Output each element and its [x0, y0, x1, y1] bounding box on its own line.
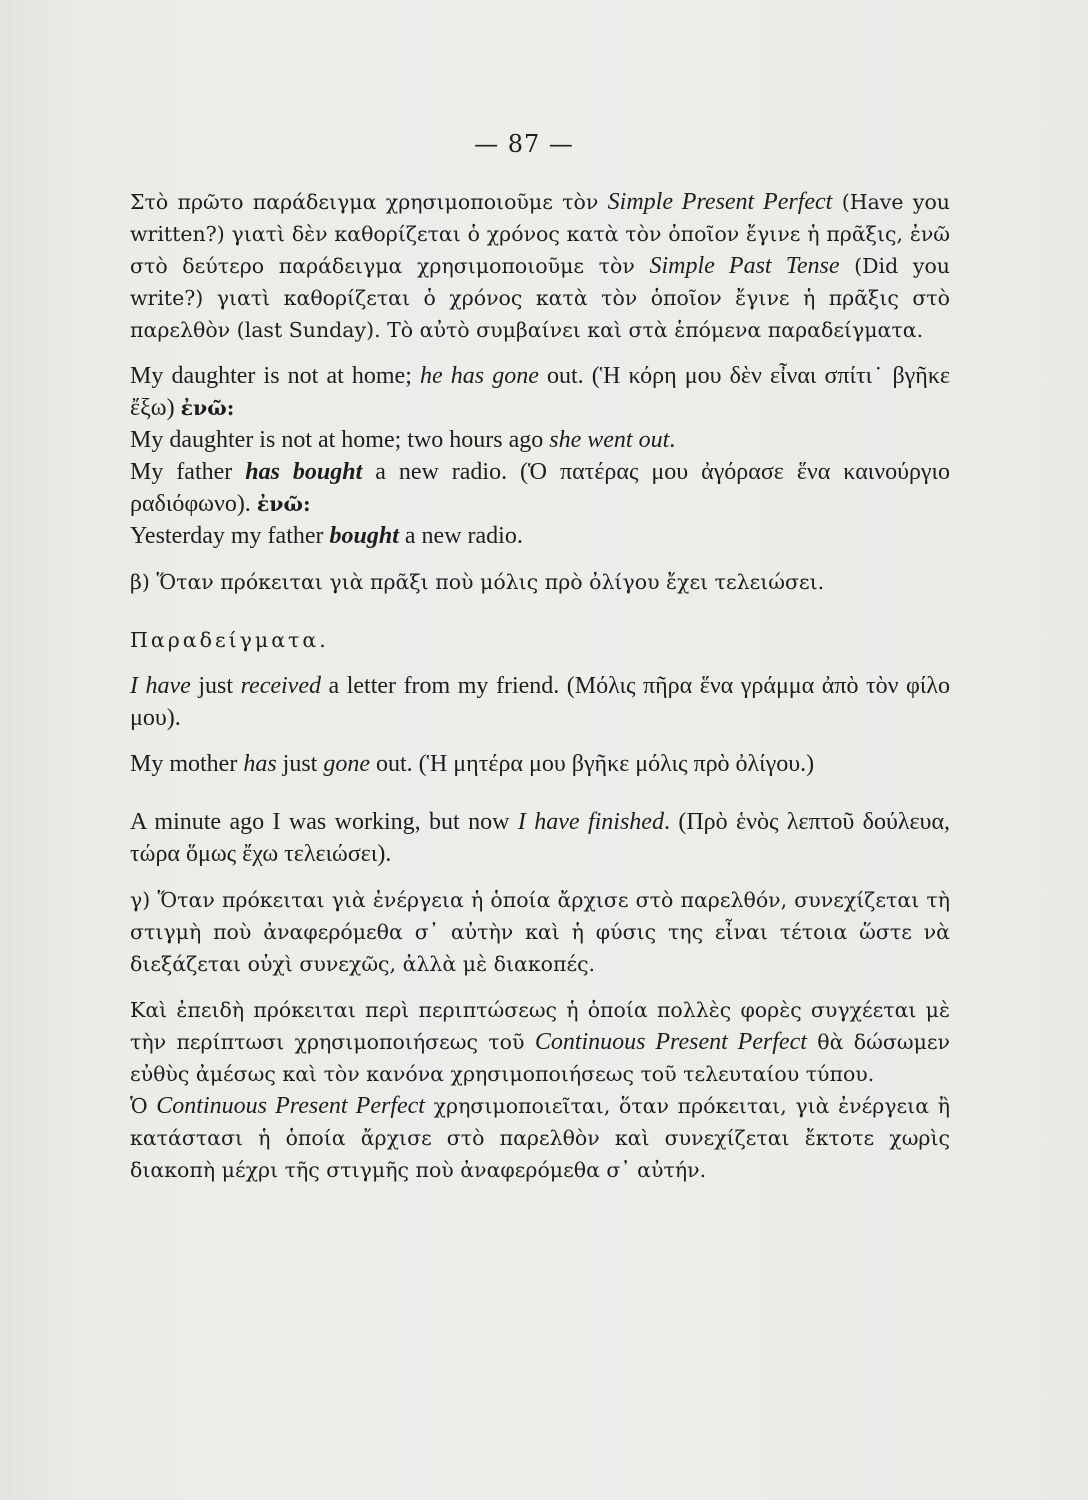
- text-run: Ὁ: [130, 1094, 157, 1118]
- example-mother-gone-out: [130, 748, 950, 780]
- rule-b-just-finished-action: β) Ὅταν πρόκειται γιὰ πρᾶξι ποὺ μόλις πρὸ ὀλίγου ἔχει τελειώσει.: [130, 570, 825, 594]
- text-run: out. (Ἡ μητέρα μου βγῆκε μόλις πρὸ ὀλίγου.): [370, 751, 815, 777]
- emphasis: he has gone: [420, 363, 539, 389]
- example-father-bought: [130, 520, 950, 552]
- example-daughter-has-gone: [130, 360, 950, 424]
- text-run: My mother: [130, 751, 244, 777]
- text-run: Yesterday my father: [130, 523, 330, 549]
- emphasis: has: [243, 751, 277, 777]
- text-run: .: [669, 427, 676, 453]
- text-run: My father: [130, 459, 246, 485]
- text-run: a letter from my friend. (Μόλις πῆρα ἕνα γράμμα ἀπὸ τὸν φίλο μου).: [130, 673, 950, 731]
- text-run: χρησιμοποιεῖται, ὅταν πρόκειται, γιὰ ἐνέργεια ἢ κατάστασι ἡ ὁποία ἄρχισε στὸ παρελθὸν καὶ συνεχίζεται ἔκτοτε χωρὶς διακοπὴ μέχρι τῆς στιγμῆς ποὺ ἀναφερόμεθα σ᾽ αὐτήν.: [130, 1094, 950, 1182]
- text-run: θὰ δώσωμεν εὐθὺς ἀμέσως καὶ τὸν κανόνα χρησιμοποιήσεως τοῦ τελευταίου τύπου.: [130, 1030, 950, 1086]
- text-run: out. (Ἡ κόρη μου δὲν εἶναι σπίτι˙ βγῆκε ἔξω): [130, 363, 950, 421]
- text-run: (Have you written?) γιατὶ δὲν καθορίζεται ὁ χρόνος κατὰ τὸν ὁποῖον ἔγινε ἡ πρᾶξις, ἐνῶ στὸ δεύτερο παράδειγμα χρησιμοποιοῦμε τὸν: [130, 190, 950, 278]
- keyword-eno: ἐνῶ:: [256, 492, 311, 516]
- text-run: Καὶ ἐπειδὴ πρόκειται περὶ περιπτώσεως ἡ ὁποία πολλὲς φορὲς συγχέεται μὲ τὴν περίπτωσι χρησιμοποιήσεως τοῦ: [130, 998, 950, 1054]
- emphasis: received: [240, 673, 321, 699]
- paragraph-simple-present-perfect-explanation: [130, 186, 950, 346]
- term-simple-past-tense: Simple Past Tense: [649, 253, 840, 279]
- text-run: A minute ago I was working, but now: [130, 809, 518, 835]
- emphasis: gone: [323, 751, 371, 777]
- text-run: just: [276, 751, 324, 777]
- text-run: a new radio. (Ὁ πατέρας μου ἀγόρασε ἕνα καινούργιο ραδιόφωνο).: [130, 459, 950, 517]
- term-continuous-present-perfect: Continuous Present Perfect: [534, 1029, 807, 1055]
- term-simple-present-perfect: Simple Present Perfect: [607, 189, 833, 215]
- examples-heading: Παραδείγματα.: [130, 628, 329, 652]
- text-run: . (Πρὸ ἑνὸς λεπτοῦ δούλευα, τώρα ὅμως ἔχω τελειώσει).: [130, 809, 951, 867]
- page-number: — 87 —: [474, 130, 574, 158]
- text-run: a new radio.: [398, 523, 523, 549]
- page-body: [130, 186, 950, 1186]
- text-run: My daughter is not at home;: [130, 363, 420, 389]
- emphasis: she went out: [549, 427, 670, 453]
- text-run: (Did you write?) γιατὶ καθορίζεται ὁ χρόνος κατὰ τὸν ὁποῖον ἔγινε ἡ πρᾶξις στὸ παρελθὸν (last Sunday). Τὸ αὐτὸ συμβαίνει καὶ στὰ ἑπόμενα παραδείγματα.: [130, 254, 950, 342]
- example-father-has-bought: [130, 456, 950, 520]
- emphasis: has bought: [245, 459, 363, 485]
- text-run: Στὸ πρῶτο παράδειγμα χρησιμοποιοῦμε τὸν: [130, 190, 608, 214]
- keyword-eno: ἐνῶ:: [180, 396, 235, 420]
- example-daughter-went-out: [130, 424, 950, 456]
- paragraph-continuous-definition: [130, 1090, 950, 1186]
- emphasis: I have: [130, 673, 191, 699]
- emphasis: I have finished: [517, 809, 664, 835]
- emphasis: bought: [329, 523, 399, 549]
- rule-c-interrupted-action: γ) Ὅταν πρόκειται γιὰ ἐνέργεια ἡ ὁποία ἄρχισε στὸ παρελθόν, συνεχίζεται τὴ στιγμὴ ποὺ ἀναφερόμεθα σ᾽ αὐτὴν καὶ ἡ φύσις της εἶναι τέτοια ὥστε νὰ διεξάζεται οὐχὶ συνεχῶς, ἀλλὰ μὲ διακοπές.: [130, 888, 950, 976]
- example-received-letter: [130, 670, 950, 734]
- example-minute-ago-finished: [130, 806, 950, 870]
- text-run: just: [190, 673, 241, 699]
- text-run: My daughter is not at home; two hours ago: [130, 427, 550, 453]
- paragraph-continuous-confusion: [130, 994, 950, 1090]
- term-continuous-present-perfect: Continuous Present Perfect: [156, 1093, 425, 1119]
